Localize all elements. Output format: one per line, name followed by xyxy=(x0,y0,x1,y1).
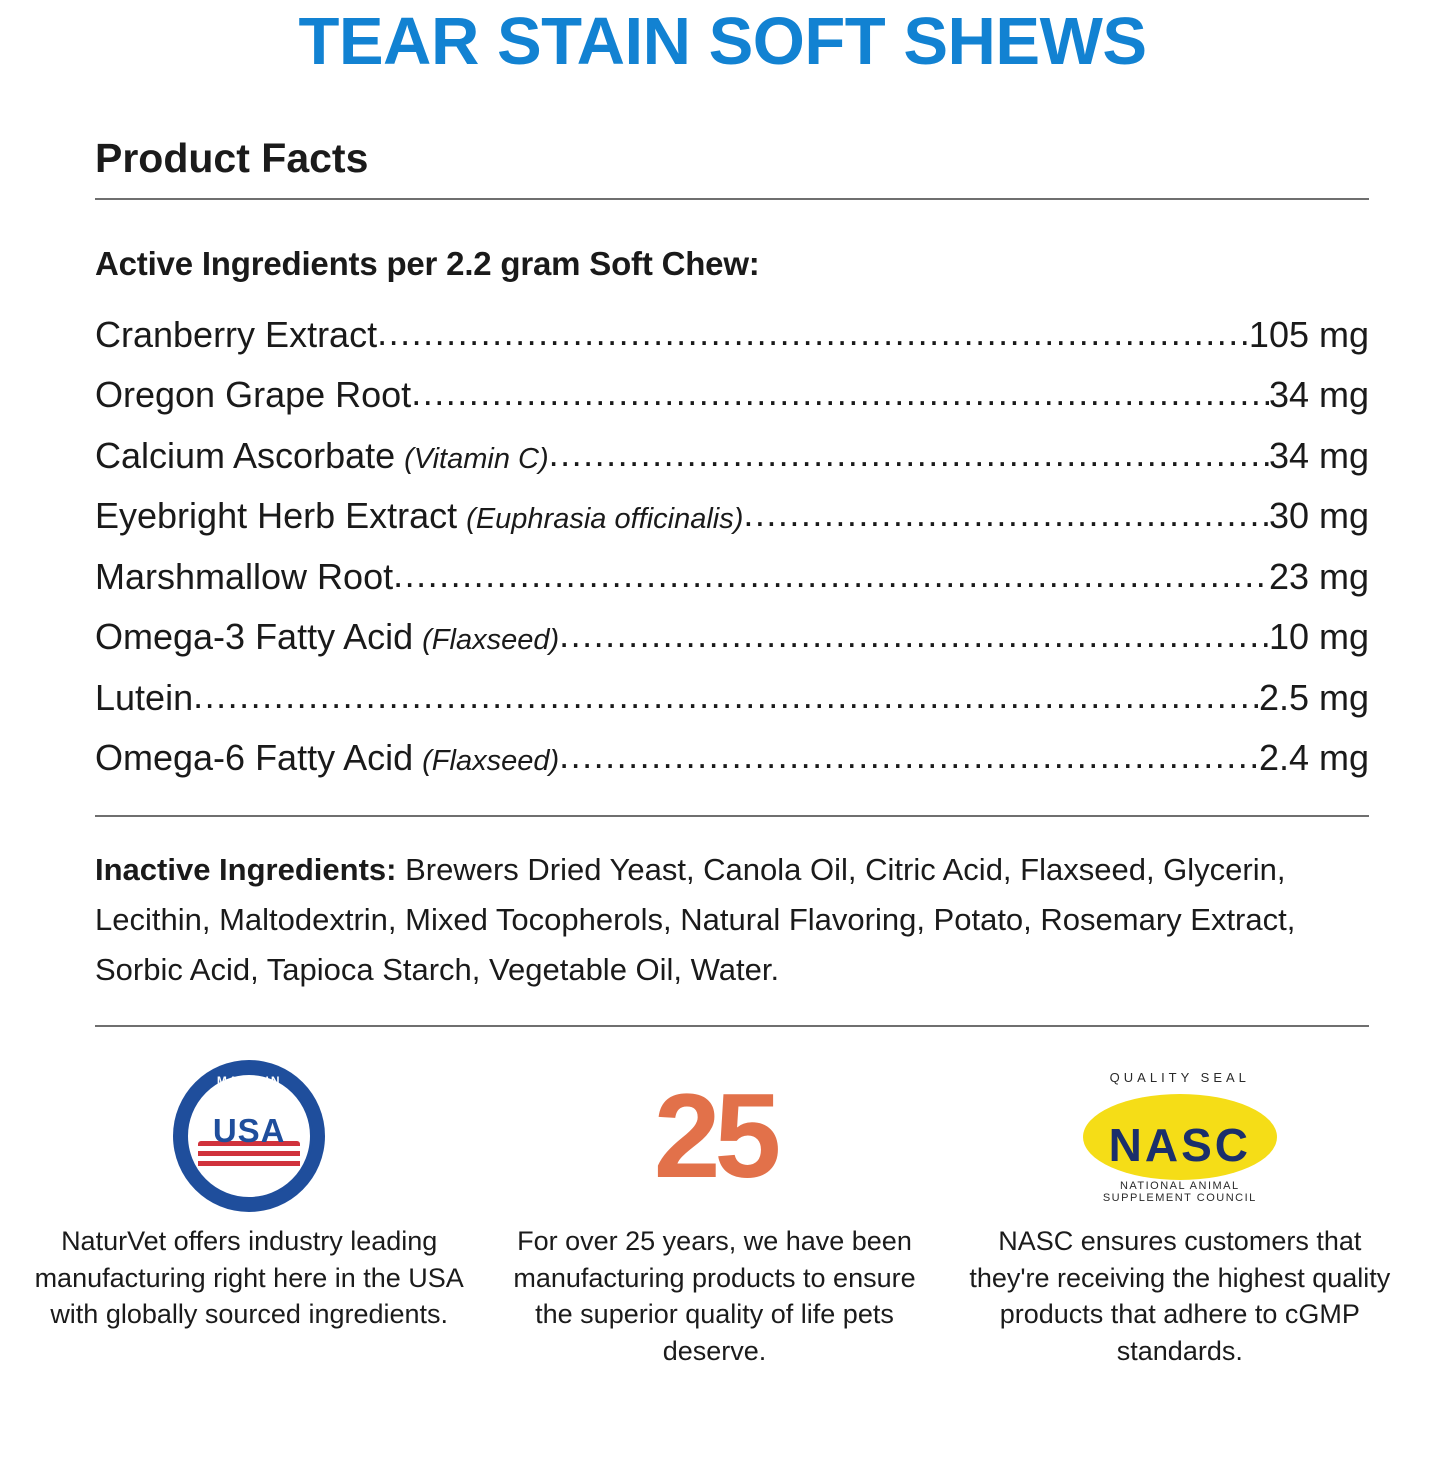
ingredient-name: Cranberry Extract xyxy=(95,314,378,355)
ingredient-subtext: (Flaxseed) xyxy=(422,624,560,657)
dot-leader xyxy=(559,617,1269,653)
seal-top-text: MADE IN xyxy=(216,1074,282,1089)
list-item xyxy=(95,365,1369,425)
ingredient-amount: 34 mg xyxy=(1268,434,1369,476)
nasc-main-text: NASC xyxy=(1108,1119,1251,1172)
ingredient-name: Omega-6 Fatty Acid xyxy=(95,737,414,779)
ingredient-name: Lutein xyxy=(95,676,194,718)
facts-body xyxy=(0,135,1445,1027)
ingredient-amount: 23 mg xyxy=(1268,555,1369,597)
badge-25-years xyxy=(485,1061,943,1369)
nasc-seal-art xyxy=(1075,1066,1285,1206)
ingredient-name: Oregon Grape Root xyxy=(95,374,412,416)
list-item xyxy=(95,668,1369,728)
list-item xyxy=(95,547,1369,607)
list-item xyxy=(95,486,1369,546)
list-item xyxy=(95,607,1369,667)
divider-bottom xyxy=(95,1025,1369,1027)
dot-leader xyxy=(411,375,1269,411)
dot-leader xyxy=(377,315,1249,351)
active-ingredients-list xyxy=(95,305,1369,789)
nasc-quality-seal-icon xyxy=(1075,1061,1285,1211)
list-item xyxy=(95,426,1369,486)
dot-leader xyxy=(393,557,1269,593)
page-title: TEAR STAIN SOFT SHEWS xyxy=(298,4,1147,79)
ingredient-amount: 10 mg xyxy=(1268,616,1369,658)
divider-middle xyxy=(95,815,1369,817)
25-years-icon xyxy=(654,1061,775,1211)
seal-main-text: USA xyxy=(212,1112,286,1150)
ingredient-name: Marshmallow Root xyxy=(95,555,394,597)
divider-top xyxy=(95,198,1369,200)
usa-seal-art xyxy=(173,1060,325,1212)
dot-leader xyxy=(559,738,1259,774)
active-ingredients-heading: Active Ingredients per 2.2 gram Soft Chew: xyxy=(95,245,760,282)
badge-nasc xyxy=(951,1061,1409,1369)
ingredient-amount: 30 mg xyxy=(1268,495,1369,537)
made-in-usa-seal-icon xyxy=(173,1061,325,1211)
section-title: Product Facts xyxy=(95,135,369,181)
badge-caption: For over 25 years, we have been manufacturing products to ensure the superior quality of life pets deserve. xyxy=(513,1226,916,1366)
nasc-top-text: QUALITY SEAL xyxy=(1109,1070,1250,1086)
badge-caption: NaturVet offers industry leading manufacturing right here in the USA with globally sourced ingredients. xyxy=(34,1226,464,1330)
badge-caption: NASC ensures customers that they're receiving the highest quality products that adhere to cGMP standards. xyxy=(969,1226,1391,1366)
nasc-bottom-text: NATIONAL ANIMAL SUPPLEMENT COUNCIL xyxy=(1102,1180,1257,1205)
dot-leader xyxy=(193,678,1259,714)
ingredient-subtext: (Euphrasia officinalis) xyxy=(466,503,744,536)
ingredient-amount: 2.5 mg xyxy=(1258,676,1369,718)
dot-leader xyxy=(743,496,1269,532)
badge-made-in-usa xyxy=(20,1061,478,1369)
ingredient-subtext: (Flaxseed) xyxy=(422,745,560,778)
ingredient-amount: 105 mg xyxy=(1248,314,1369,355)
ingredient-name: Calcium Ascorbate xyxy=(95,434,396,476)
inactive-ingredients-label: Inactive Ingredients: xyxy=(95,851,397,887)
ingredient-name: Eyebright Herb Extract xyxy=(95,495,458,537)
ingredient-name: Omega-3 Fatty Acid xyxy=(95,616,414,658)
inactive-ingredients xyxy=(95,845,1369,996)
inactive-ingredients-text: Brewers Dried Yeast, Canola Oil, Citric Acid, Flaxseed, Glycerin, Lecithin, Maltodextrin, Mixed Tocopherols, Natural Flavoring, Potato, Rosemary Extract, Sorbic Acid, Tapioca Starch, Vegetable Oil, Water. xyxy=(95,851,1296,988)
ingredient-amount: 2.4 mg xyxy=(1258,737,1369,779)
badges-row xyxy=(0,1061,1445,1369)
ingredient-amount: 34 mg xyxy=(1268,374,1369,416)
list-item xyxy=(95,305,1369,365)
list-item xyxy=(95,728,1369,788)
25-mark-text: 25 xyxy=(653,1069,776,1204)
dot-leader xyxy=(549,436,1269,472)
ingredient-subtext: (Vitamin C) xyxy=(404,442,549,475)
